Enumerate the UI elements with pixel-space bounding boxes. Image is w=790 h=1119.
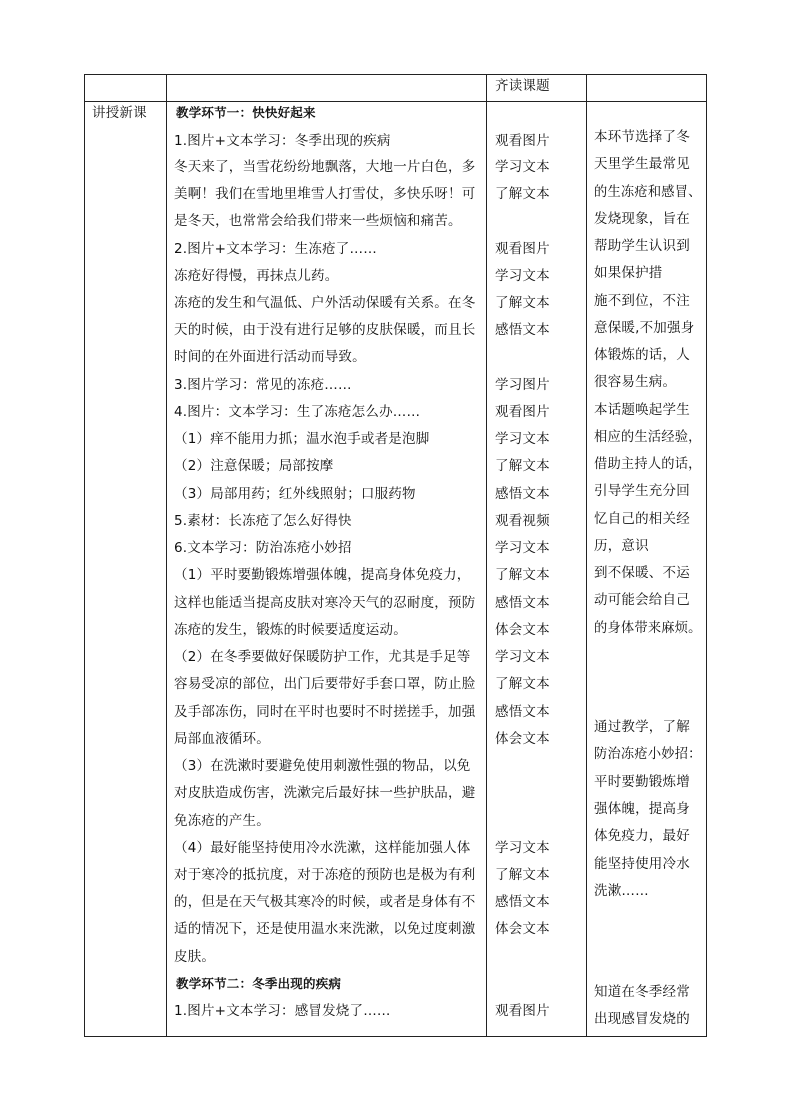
note-line: 发烧现象，旨在	[594, 211, 690, 227]
content-line: 冻疮的发生和气温低、户外活动保暖有关系。在冬	[174, 295, 476, 311]
content-line: 免冻疮的产生。	[174, 813, 270, 829]
column-divider-3	[586, 74, 587, 1037]
note-line: 平时要勤锻炼增	[594, 774, 690, 790]
content-line: 1.图片+文本学习：感冒发烧了……	[174, 1003, 391, 1019]
header-cell-activity: 齐读课题	[495, 78, 550, 94]
note-line: 历，意识	[594, 538, 649, 554]
content-line: 皮肤。	[174, 949, 216, 965]
content-line: （3）局部用药；红外线照射；口服药物	[174, 486, 416, 502]
activity-item: 了解文本	[495, 867, 550, 883]
activity-item: 了解文本	[495, 186, 550, 202]
note-line: 本环节选择了冬	[594, 129, 690, 145]
note-line: 意保暖,不加强身	[594, 320, 695, 336]
activity-item: 体会文本	[495, 622, 550, 638]
note-line: 很容易生病。	[594, 374, 677, 390]
content-line: 冻疮好得慢，再抹点儿药。	[174, 268, 339, 284]
activity-item: 感悟文本	[495, 704, 550, 720]
content-line: 1.图片+文本学习：冬季出现的疾病	[174, 133, 391, 149]
section-heading: 教学环节二：冬季出现的疾病	[176, 976, 342, 991]
activity-item: 观看视频	[495, 513, 550, 529]
content-line: 3.图片学习：常见的冻疮……	[174, 377, 352, 393]
row-label: 讲授新课	[92, 105, 147, 121]
content-line: 对于寒冷的抵抗度，对于冻疮的预防也是极为有利	[174, 867, 476, 883]
note-line: 能坚持使用冷水	[594, 856, 690, 872]
content-line: 及手部冻伤，同时在平时也要时不时搓搓手，加强	[174, 704, 476, 720]
note-line: 帮助学生认识到	[594, 238, 690, 254]
note-line: 施不到位，不注	[594, 293, 690, 309]
activity-item: 了解文本	[495, 567, 550, 583]
activity-item: 体会文本	[495, 921, 550, 937]
note-line: 到不保暖、不运	[594, 565, 690, 581]
content-line: 冻疮的发生，锻炼的时候要适度运动。	[174, 622, 407, 638]
activity-item: 观看图片	[495, 241, 550, 257]
note-line: 本话题唤起学生	[594, 402, 690, 418]
note-line: 忆自己的相关经	[594, 511, 690, 527]
content-line: 4.图片：文本学习：生了冻疮怎么办……	[174, 404, 421, 420]
column-divider-1	[166, 74, 167, 1037]
content-line: 美啊！我们在雪地里堆雪人打雪仗，多快乐呀！可	[174, 186, 476, 202]
note-line: 引导学生充分回	[594, 483, 690, 499]
content-line: 是冬天，也常常会给我们带来一些烦恼和痛苦。	[174, 213, 462, 229]
activity-item: 了解文本	[495, 295, 550, 311]
activity-item: 学习文本	[495, 840, 550, 856]
table-border-right	[706, 74, 707, 1037]
content-line: 这样也能适当提高皮肤对寒冷天气的忍耐度，预防	[174, 595, 476, 611]
section-heading: 教学环节一：快快好起来	[176, 105, 316, 120]
content-line: 容易受凉的部位，出门后要带好手套口罩，防止脸	[174, 676, 476, 692]
activity-item: 感悟文本	[495, 595, 550, 611]
note-line: 体免疫力，最好	[594, 828, 690, 844]
note-line: 的生冻疮和感冒、	[594, 184, 702, 200]
table-border-left	[84, 74, 85, 1037]
activity-item: 感悟文本	[495, 322, 550, 338]
note-line: 防治冻疮小妙招：	[594, 746, 702, 762]
note-line: 洗漱……	[594, 883, 649, 899]
note-line: 通过教学，了解	[594, 719, 690, 735]
table-border-bottom	[84, 1036, 707, 1037]
activity-item: 学习文本	[495, 268, 550, 284]
note-line: 天里学生最常见	[594, 156, 690, 172]
content-line: 时间的在外面进行活动而导致。	[174, 349, 366, 365]
activity-item: 学习文本	[495, 540, 550, 556]
activity-item: 观看图片	[495, 133, 550, 149]
activity-item: 学习文本	[495, 431, 550, 447]
content-line: 6.文本学习：防治冻疮小妙招	[174, 540, 352, 556]
note-line: 相应的生活经验，	[594, 429, 702, 445]
row-divider	[84, 101, 707, 102]
column-divider-2	[486, 74, 487, 1037]
activity-item: 学习文本	[495, 159, 550, 175]
activity-item: 感悟文本	[495, 894, 550, 910]
note-line: 动可能会给自己	[594, 592, 690, 608]
activity-item: 学习文本	[495, 649, 550, 665]
content-line: 冬天来了，当雪花纷纷地飘落，大地一片白色，多	[174, 159, 476, 175]
note-line: 借助主持人的话，	[594, 456, 702, 472]
activity-item: 观看图片	[495, 1003, 550, 1019]
note-line: 出现感冒发烧的	[594, 1011, 690, 1027]
content-line: （1）平时要勤锻炼增强体魄，提高身体免疫力，	[174, 567, 471, 583]
activity-item: 观看图片	[495, 404, 550, 420]
activity-item: 体会文本	[495, 731, 550, 747]
content-line: （1）痒不能用力抓；温水泡手或者是泡脚	[174, 431, 430, 447]
note-line: 如果保护措	[594, 265, 663, 281]
note-line: 知道在冬季经常	[594, 984, 690, 1000]
note-line: 强体魄，提高身	[594, 801, 690, 817]
content-line: 适的情况下，还是使用温水来洗漱，以免过度刺激	[174, 921, 476, 937]
content-line: 的，但是在天气极其寒冷的时候，或者是身体有不	[174, 894, 476, 910]
note-line: 的身体带来麻烦。	[594, 620, 702, 636]
activity-item: 了解文本	[495, 676, 550, 692]
table-border-top	[84, 74, 707, 75]
content-line: 2.图片+文本学习：生冻疮了……	[174, 241, 377, 257]
activity-item: 了解文本	[495, 458, 550, 474]
content-line: 局部血液循环。	[174, 731, 270, 747]
content-line: （2）在冬季要做好保暖防护工作，尤其是手足等	[174, 649, 471, 665]
note-line: 体锻炼的话，人	[594, 347, 690, 363]
content-line: 天的时候，由于没有进行足够的皮肤保暖，而且长	[174, 322, 476, 338]
activity-item: 感悟文本	[495, 486, 550, 502]
activity-item: 学习图片	[495, 377, 550, 393]
content-line: 5.素材：长冻疮了怎么好得快	[174, 513, 352, 529]
content-line: （2）注意保暖；局部按摩	[174, 458, 334, 474]
content-line: （4）最好能坚持使用冷水洗漱，这样能加强人体	[174, 840, 471, 856]
content-line: （3）在洗漱时要避免使用刺激性强的物品，以免	[174, 758, 471, 774]
content-line: 对皮肤造成伤害，洗漱完后最好抹一些护肤品，避	[174, 785, 476, 801]
